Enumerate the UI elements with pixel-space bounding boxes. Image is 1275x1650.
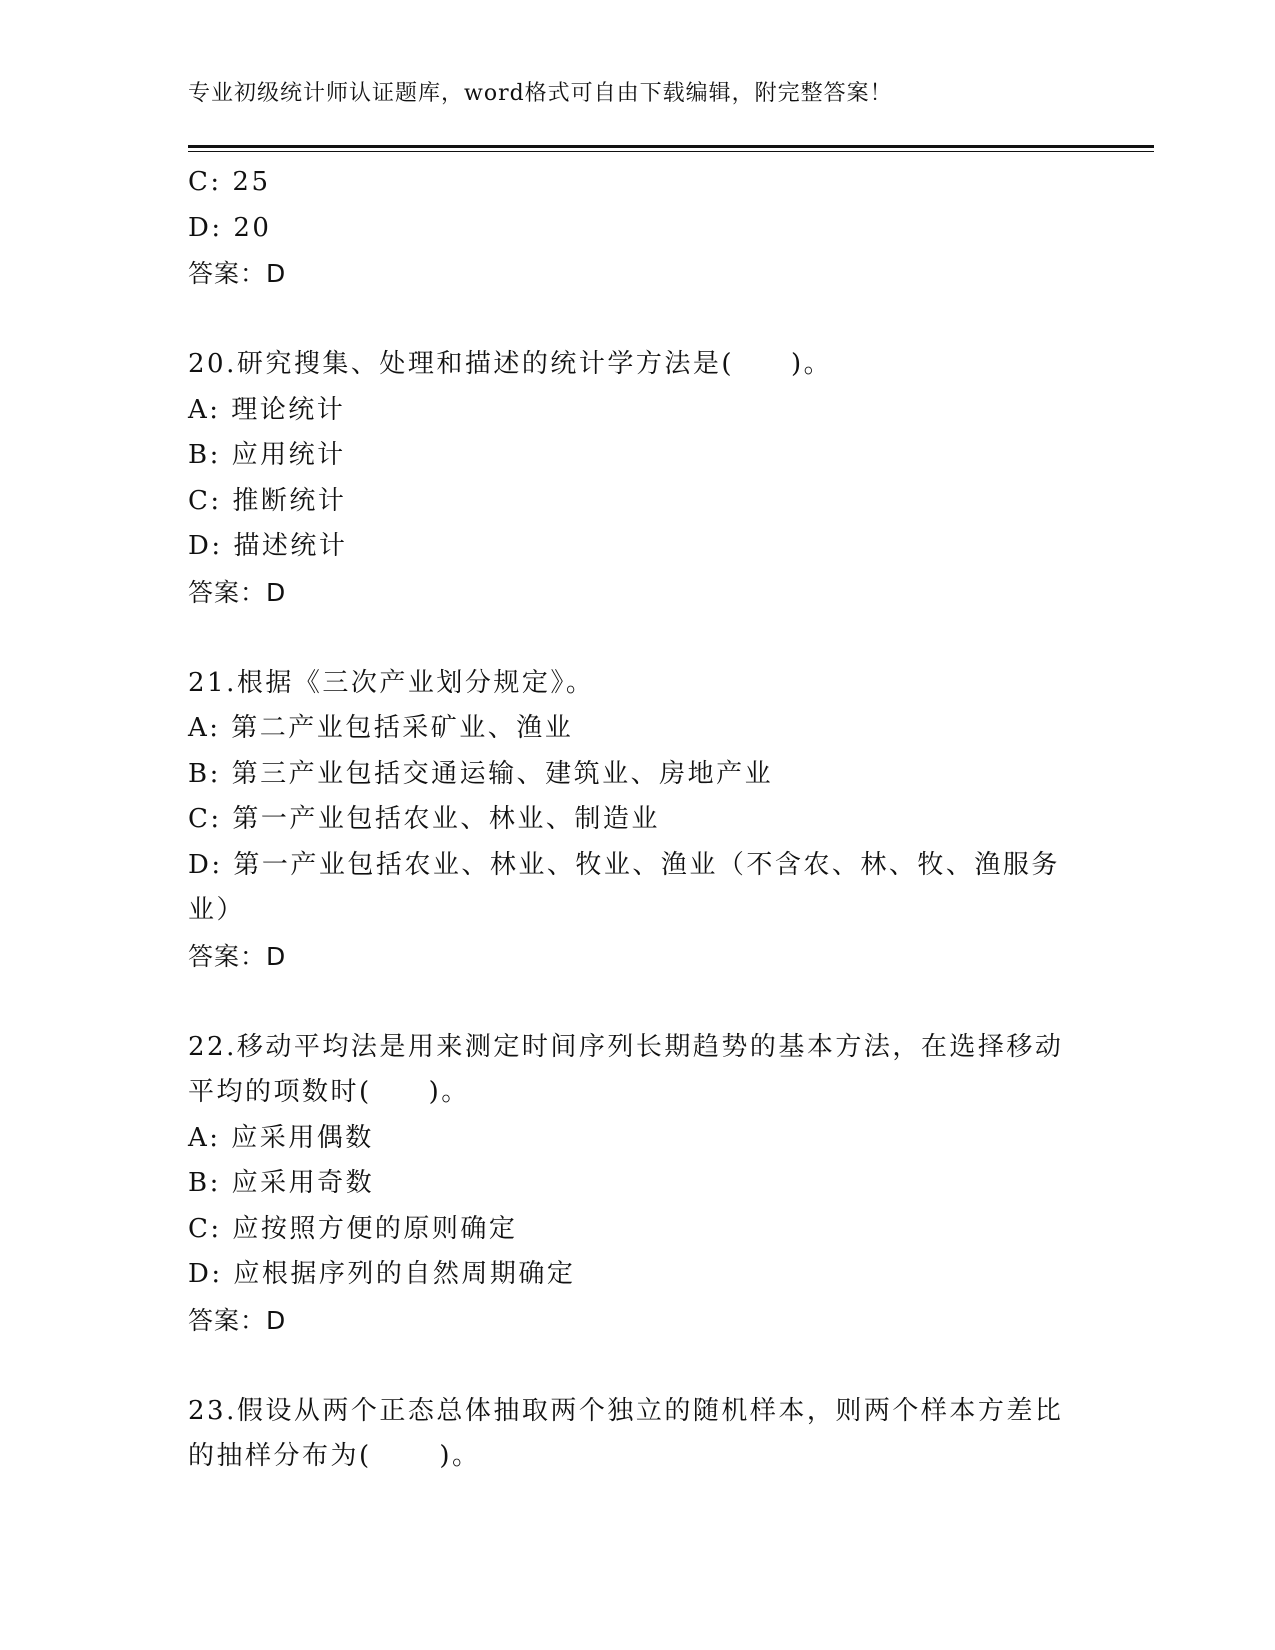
option-c: C: 25: [188, 167, 271, 197]
q20-option-b: B: 应用统计: [188, 440, 346, 470]
header-divider-thin: [188, 151, 1154, 152]
page-header: 专业初级统计师认证题库，word格式可自由下载编辑，附完整答案！: [188, 81, 893, 106]
q21-option-c: C: 第一产业包括农业、林业、制造业: [188, 804, 660, 834]
q20-option-d: D: 描述统计: [188, 531, 348, 561]
q22-option-a: A: 应采用偶数: [188, 1122, 374, 1153]
q21-option-d: D: 第一产业包括农业、林业、牧业、渔业（不含农、林、牧、渔服务业）: [188, 849, 1060, 925]
q22-answer: 答案：D: [188, 1305, 287, 1335]
q22-option-d: D: 应根据序列的自然周期确定: [188, 1259, 576, 1289]
question-22-stem: 22.移动平均法是用来测定时间序列长期趋势的基本方法，在选择移动平均的项数时( )。: [188, 1031, 1064, 1107]
q21-option-a: A: 第二产业包括采矿业、渔业: [188, 713, 574, 743]
header-divider: [188, 145, 1154, 148]
question-20-stem: 20.研究搜集、处理和描述的统计学方法是( )。: [188, 349, 833, 379]
q21-answer: 答案：D: [188, 941, 287, 971]
q22-option-c: C: 应按照方便的原则确定: [188, 1213, 518, 1244]
option-d: D: 20: [188, 212, 272, 243]
q20-option-a: A: 理论统计: [188, 394, 346, 425]
question-21-stem: 21.根据《三次产业划分规定》。: [188, 667, 595, 698]
q22-option-b: B: 应采用奇数: [188, 1168, 375, 1198]
q20-option-c: C: 推断统计: [188, 485, 347, 516]
q20-answer: 答案：D: [188, 577, 287, 607]
document-body: [188, 160, 1088, 1480]
question-23-stem: 23.假设从两个正态总体抽取两个独立的随机样本，则两个样本方差比的抽样分布为( )。: [188, 1395, 1064, 1471]
q21-option-b: B: 第三产业包括交通运输、建筑业、房地产业: [188, 758, 774, 789]
answer: 答案：D: [188, 259, 287, 288]
